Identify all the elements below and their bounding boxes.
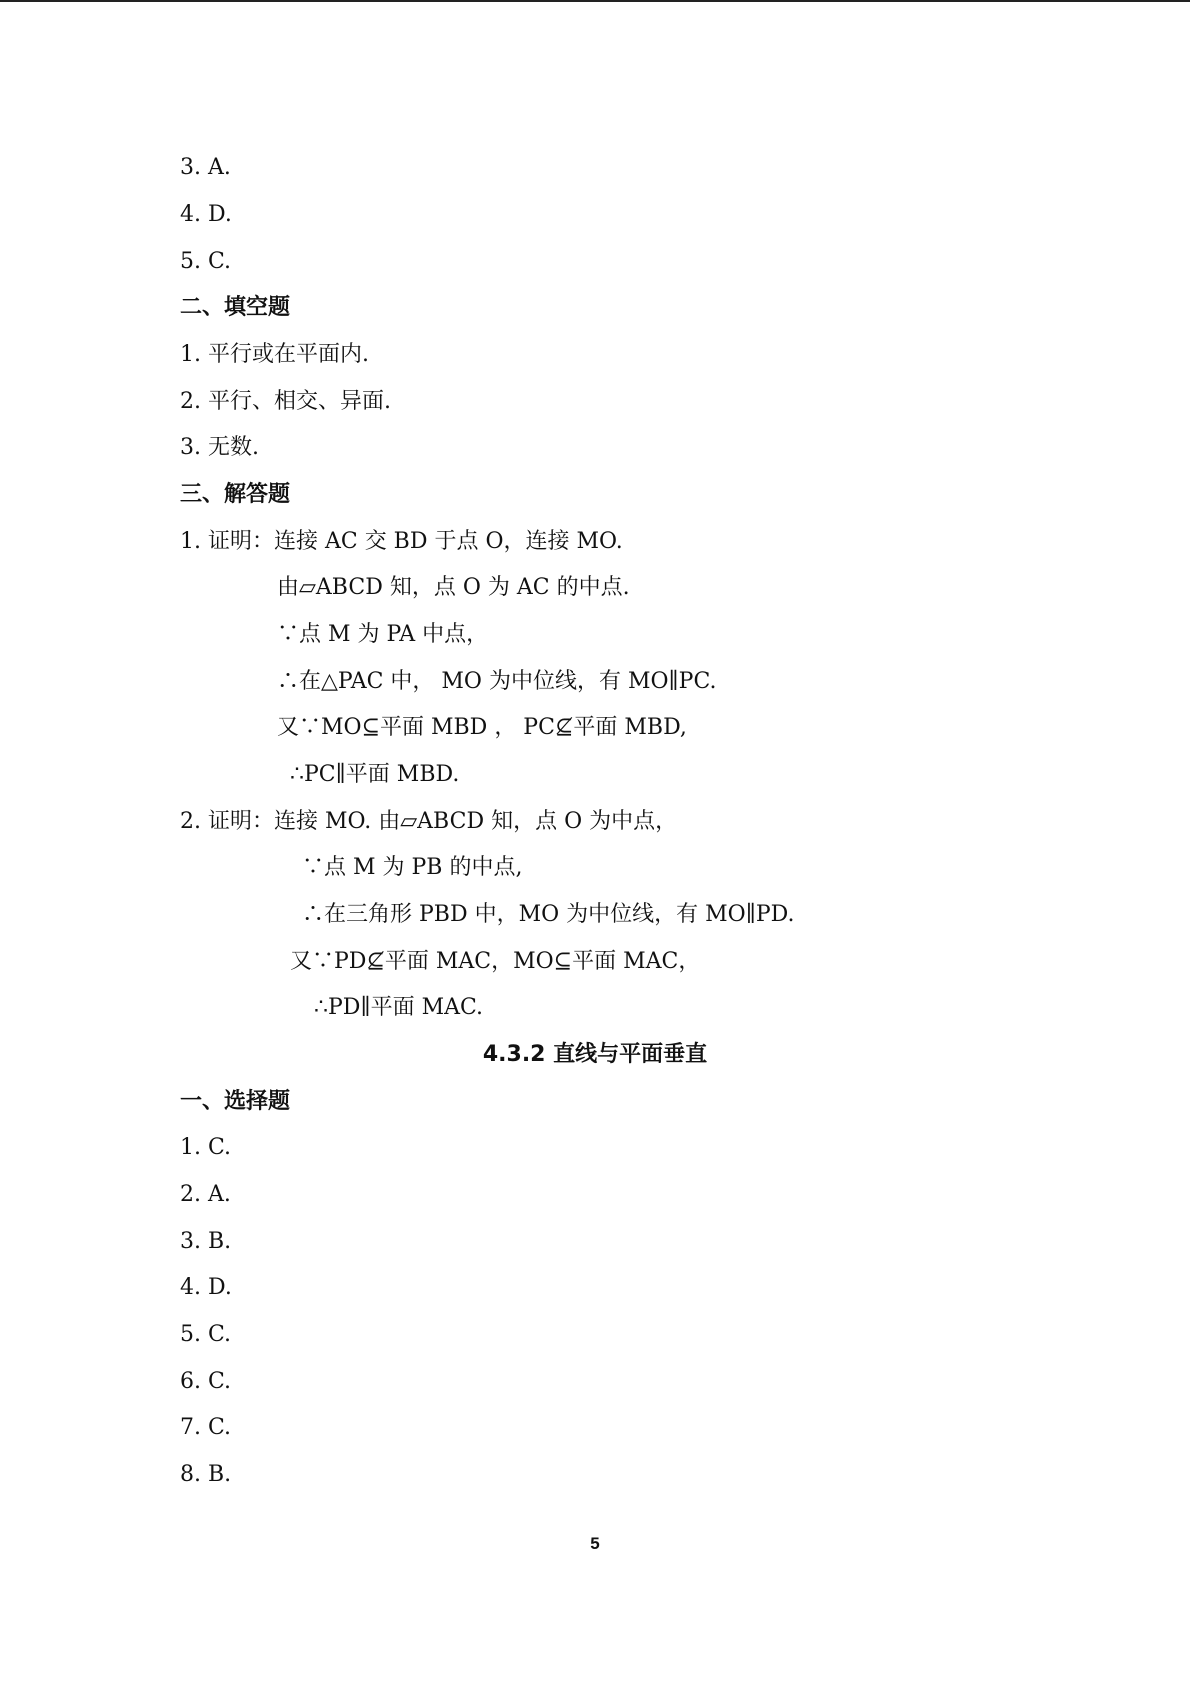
answer-line: 3. A. (180, 155, 231, 180)
proof-line: ∴PC∥平面 MBD. (290, 762, 460, 787)
answer-line: 6. C. (180, 1369, 232, 1394)
answer-line: 1. 平行或在平面内. (180, 342, 369, 367)
answer-line: 3. 无数. (180, 435, 259, 460)
proof-line: ∴在△PAC 中， MO 为中位线，有 MO∥PC. (277, 669, 717, 694)
proof-line: 2. 证明：连接 MO. 由▱ABCD 知，点 O 为中点， (180, 809, 678, 834)
answer-line: 7. C. (180, 1415, 232, 1440)
answer-line: 8. B. (180, 1462, 232, 1487)
proof-line: 1. 证明：连接 AC 交 BD 于点 O，连接 MO. (180, 529, 623, 554)
proof-line: 又∵MO⊆平面 MBD ， PC⊈平面 MBD, (277, 715, 687, 740)
answer-line: 5. C. (180, 249, 232, 274)
answer-line: 2. 平行、相交、异面. (180, 389, 391, 414)
answer-line: 2. A. (180, 1182, 231, 1207)
section-heading: 三、解答题 (180, 482, 291, 507)
answer-line: 1. C. (180, 1135, 232, 1160)
section-heading: 一、选择题 (180, 1089, 291, 1114)
section-heading: 二、填空题 (180, 295, 291, 320)
answer-line: 4. D. (180, 1275, 232, 1300)
proof-line: 由▱ABCD 知，点 O 为 AC 的中点. (277, 575, 630, 600)
proof-line: ∵点 M 为 PA 中点， (277, 622, 489, 647)
proof-line: ∵点 M 为 PB 的中点, (302, 855, 523, 880)
top-border (0, 0, 1190, 2)
page-number: 5 (590, 1534, 600, 1553)
proof-line: ∴在三角形 PBD 中，MO 为中位线，有 MO∥PD. (302, 902, 795, 927)
proof-line: 又∵PD⊈平面 MAC，MO⊆平面 MAC， (290, 949, 701, 974)
chapter-heading: 4.3.2 直线与平面垂直 (482, 1042, 708, 1067)
answer-line: 3. B. (180, 1229, 232, 1254)
proof-line: ∴PD∥平面 MAC. (314, 995, 484, 1020)
answer-line: 4. D. (180, 202, 232, 227)
answer-line: 5. C. (180, 1322, 232, 1347)
